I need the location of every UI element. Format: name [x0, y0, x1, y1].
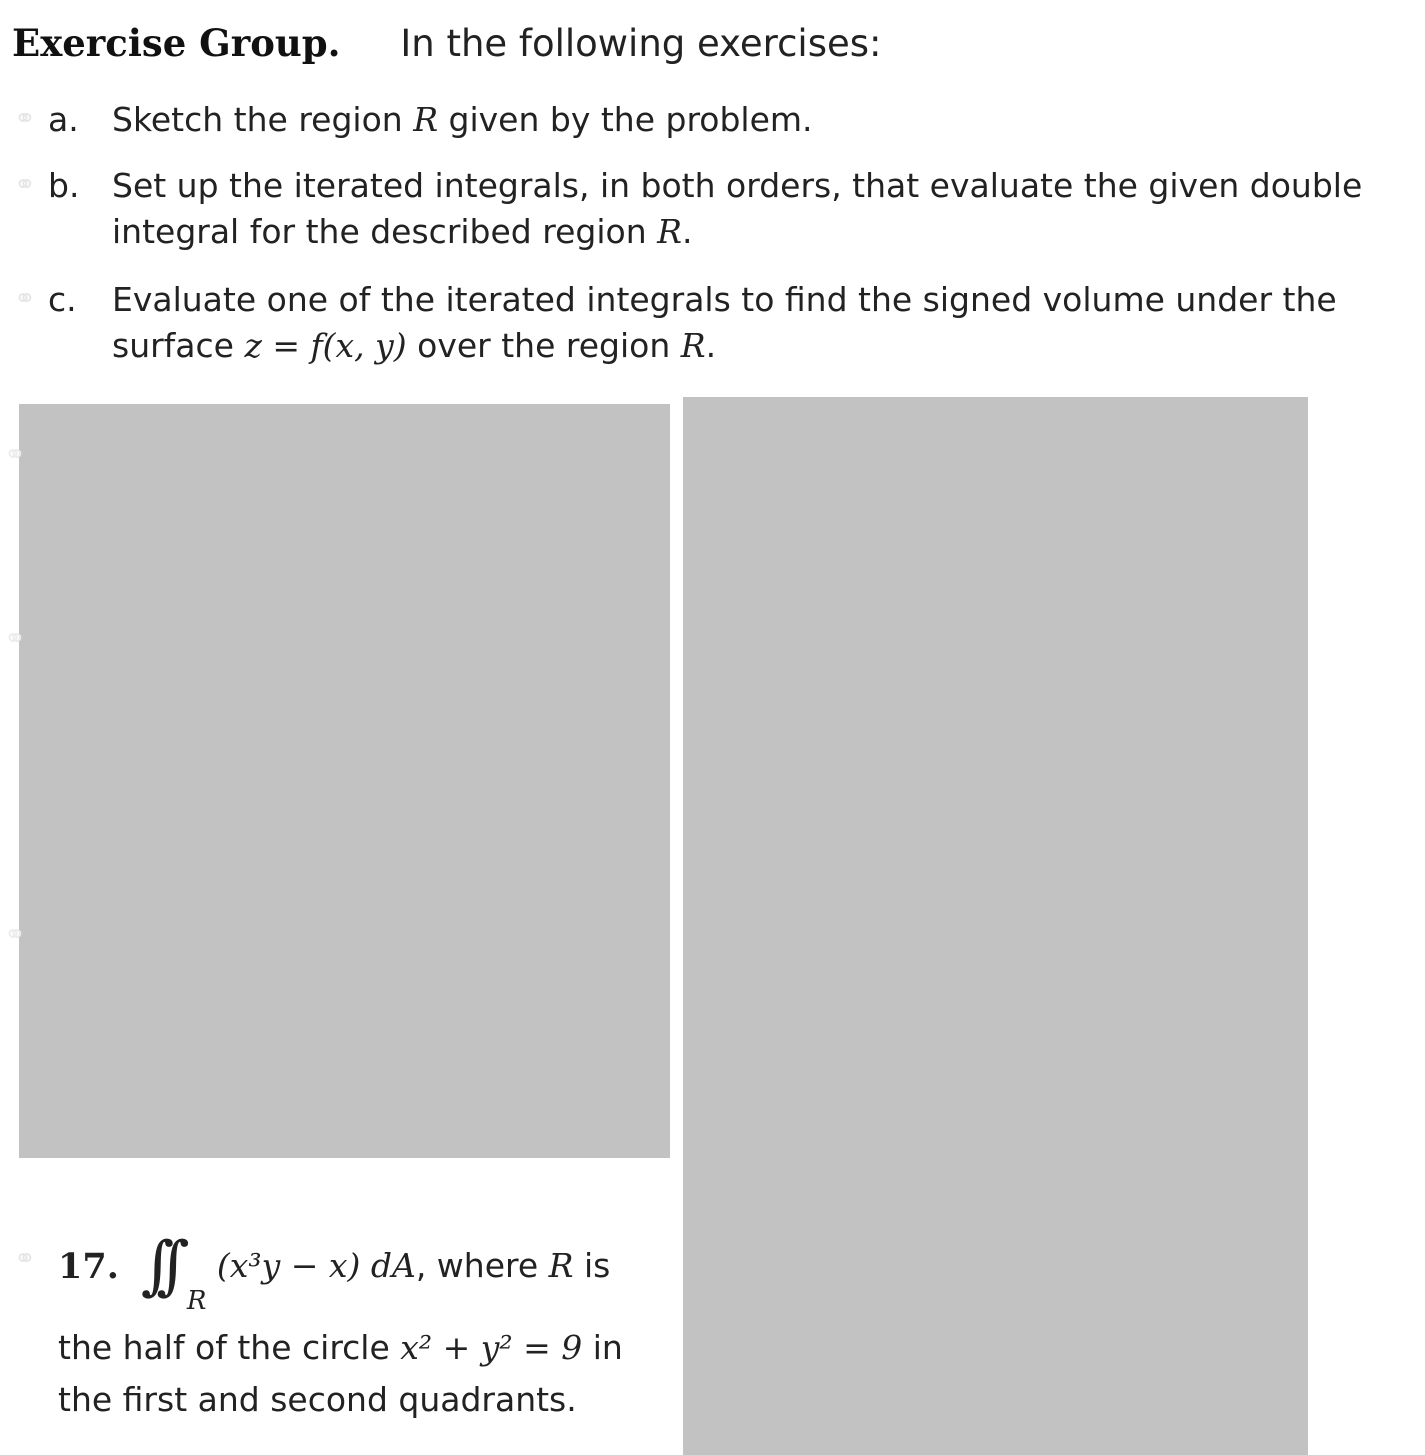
link-icon[interactable]: ⚭ — [4, 920, 26, 950]
integrand-expression: (x³y − x) dA, where R is — [216, 1246, 611, 1285]
image-placeholder-right — [683, 397, 1308, 1455]
exercise-line-1 — [58, 1229, 668, 1322]
image-placeholder-left — [19, 404, 670, 1158]
link-icon[interactable]: ⚭ — [14, 284, 36, 314]
link-icon[interactable]: ⚭ — [4, 440, 26, 470]
link-icon[interactable]: ⚭ — [14, 170, 36, 200]
instruction-text: Set up the iterated integrals, in both orders, that evaluate the given double integral for the described region R. — [112, 166, 1363, 251]
instruction-text: Sketch the region R given by the problem. — [112, 100, 813, 139]
exercise-line-2: the half of the circle x² + y² = 9 in — [58, 1328, 623, 1367]
instruction-label: c. — [48, 280, 77, 319]
integral-sign: ∫∫ — [140, 1229, 172, 1303]
integral-region-subscript: R — [186, 1286, 207, 1316]
instruction-label: b. — [48, 166, 80, 205]
exercise-number: 17. — [58, 1246, 119, 1287]
exercise-17 — [58, 1229, 668, 1426]
link-icon[interactable]: ⚭ — [14, 1244, 36, 1274]
exercise-line-3: the first and second quadrants. — [58, 1380, 577, 1419]
link-icon[interactable]: ⚭ — [14, 104, 36, 134]
exercise-group-intro: In the following exercises: — [400, 22, 882, 65]
instruction-label: a. — [48, 100, 79, 139]
exercise-group-heading — [12, 18, 881, 69]
instruction-text: Evaluate one of the iterated integrals to find the signed volume under the surface z = f(x, y) over the region R. — [112, 280, 1337, 365]
link-icon[interactable]: ⚭ — [4, 624, 26, 654]
double-integral — [140, 1229, 217, 1322]
exercise-group-title: Exercise Group. — [12, 21, 341, 65]
